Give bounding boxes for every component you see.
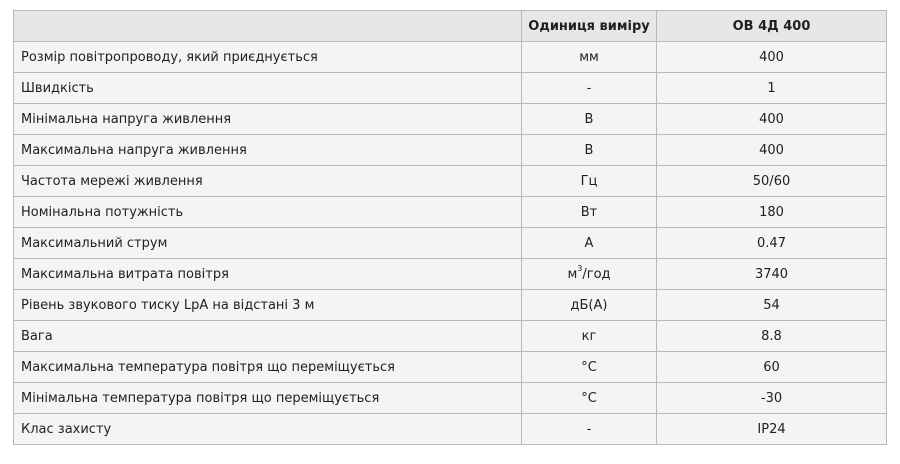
row-parameter: Максимальна температура повітря що переміщується: [14, 352, 522, 383]
row-parameter: Рівень звукового тиску LpA на відстані 3 м: [14, 290, 522, 321]
table-row: [14, 321, 887, 352]
row-unit: В: [522, 104, 657, 135]
row-unit: Вт: [522, 197, 657, 228]
row-parameter: Клас захисту: [14, 414, 522, 445]
row-unit: А: [522, 228, 657, 259]
row-value: 1: [657, 73, 887, 104]
row-unit: °C: [522, 352, 657, 383]
row-parameter: Максимальна напруга живлення: [14, 135, 522, 166]
row-value: -30: [657, 383, 887, 414]
spec-table: [13, 10, 887, 445]
row-value: 50/60: [657, 166, 887, 197]
table-row: [14, 166, 887, 197]
header-parameter: [14, 11, 522, 42]
row-value: 54: [657, 290, 887, 321]
table-row: [14, 42, 887, 73]
row-value: 400: [657, 42, 887, 73]
row-unit: кг: [522, 321, 657, 352]
row-parameter: Розмір повітропроводу, який приєднується: [14, 42, 522, 73]
table-row: [14, 73, 887, 104]
row-value: 180: [657, 197, 887, 228]
row-parameter: Мінімальна температура повітря що переміщується: [14, 383, 522, 414]
row-parameter: Номінальна потужність: [14, 197, 522, 228]
row-unit: Гц: [522, 166, 657, 197]
table-row: [14, 352, 887, 383]
table-row: [14, 197, 887, 228]
header-unit: Одиниця виміру: [522, 11, 657, 42]
unit-rest: /год: [582, 266, 611, 282]
row-unit: -: [522, 414, 657, 445]
row-unit: В: [522, 135, 657, 166]
row-value: 60: [657, 352, 887, 383]
row-unit: °C: [522, 383, 657, 414]
table-row: [14, 383, 887, 414]
table-row: [14, 414, 887, 445]
table-row: [14, 290, 887, 321]
unit-base: м: [567, 266, 578, 282]
row-unit: -: [522, 73, 657, 104]
row-unit: [522, 259, 657, 290]
table-row: [14, 228, 887, 259]
table-header-row: [14, 11, 887, 42]
row-value: IP24: [657, 414, 887, 445]
table-row: [14, 135, 887, 166]
table-row: [14, 104, 887, 135]
table-row: [14, 259, 887, 290]
row-value: 3740: [657, 259, 887, 290]
row-parameter: Частота мережі живлення: [14, 166, 522, 197]
row-value: 8.8: [657, 321, 887, 352]
row-parameter: Максимальний струм: [14, 228, 522, 259]
row-value: 400: [657, 104, 887, 135]
row-parameter: Максимальна витрата повітря: [14, 259, 522, 290]
row-value: 400: [657, 135, 887, 166]
row-unit: мм: [522, 42, 657, 73]
row-parameter: Мінімальна напруга живлення: [14, 104, 522, 135]
unit-superscript: 3: [577, 264, 583, 274]
row-parameter: Вага: [14, 321, 522, 352]
header-model: OВ 4Д 400: [657, 11, 887, 42]
row-parameter: Швидкість: [14, 73, 522, 104]
row-value: 0.47: [657, 228, 887, 259]
row-unit: дБ(А): [522, 290, 657, 321]
